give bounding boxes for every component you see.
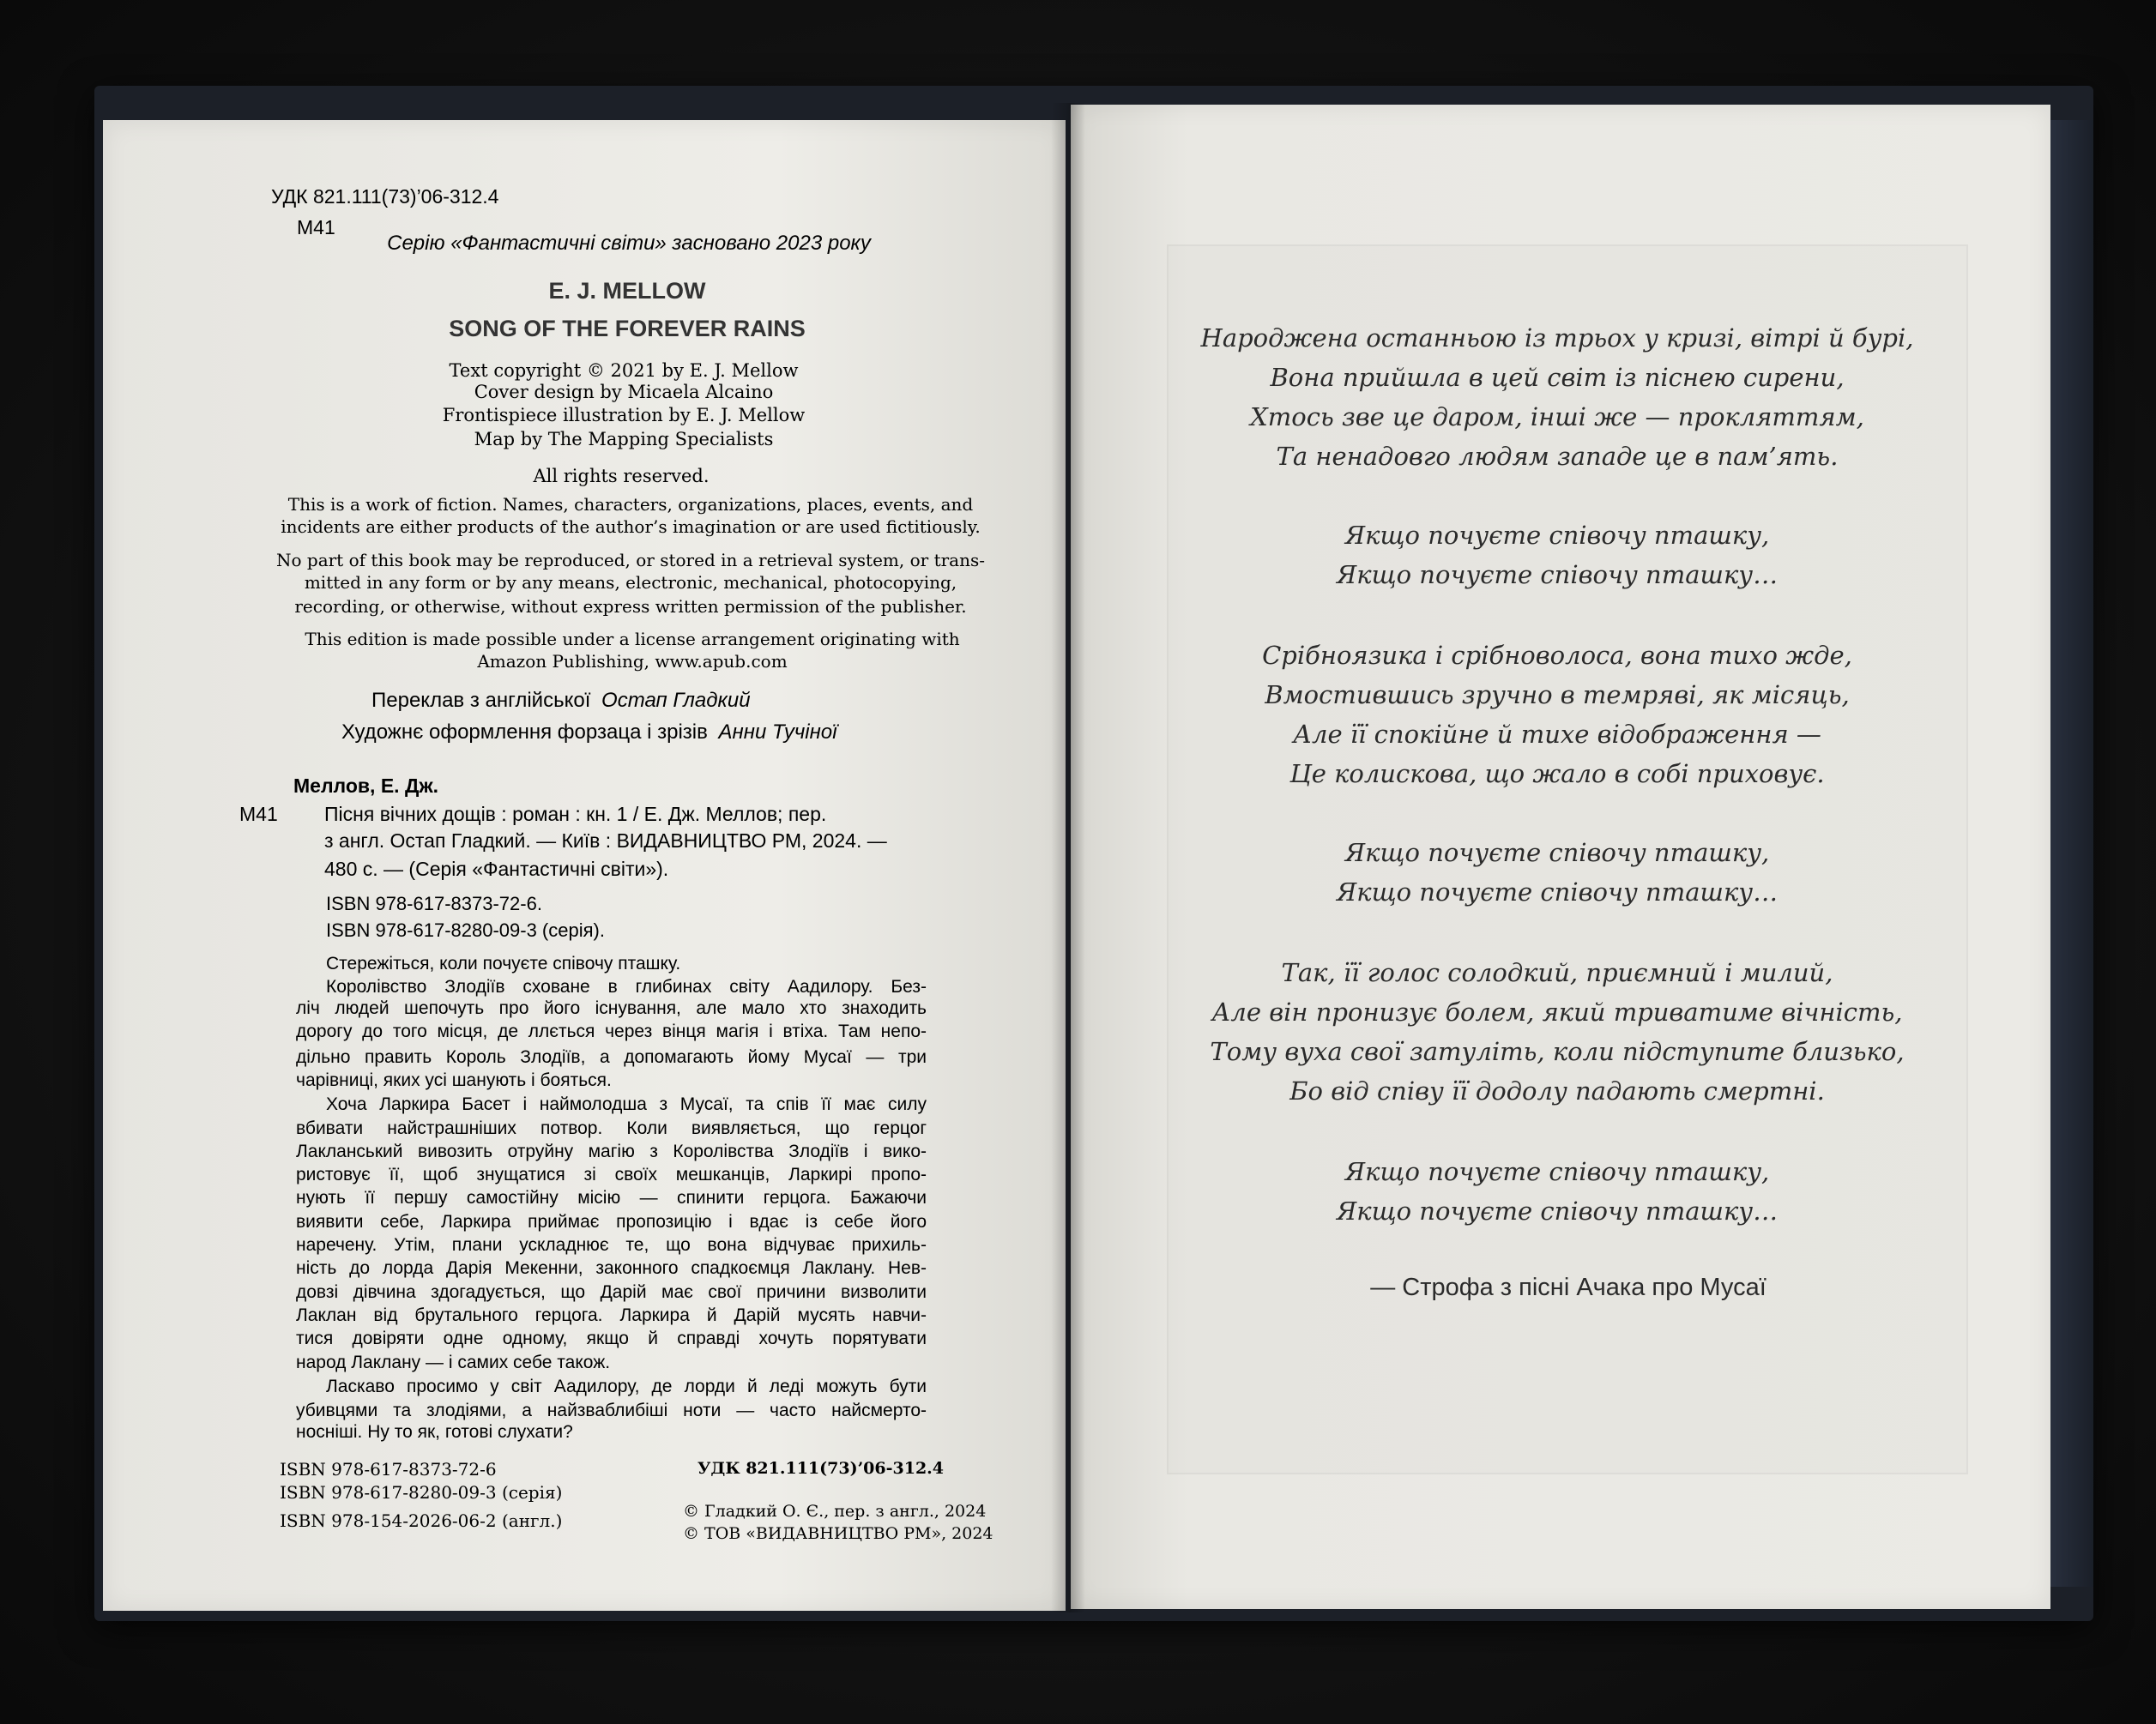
poem-line: Але він пронизує болем, який триватиме вічність, [1211, 998, 1903, 1027]
annotation-line: Хоча Ларкира Басет і наймолодша з Мусаї, та спів її має силу [326, 1094, 927, 1114]
poem-line: Вмостившись зручно в темряві, як місяць, [1265, 680, 1850, 709]
annotation-line: ність до лорда Дарія Мекенни, законного спадкоємця Лаклану. Нев- [296, 1258, 927, 1278]
fiction-notice: incidents are either products of the author’s imagination or are used fictitiously. [281, 516, 981, 537]
biblio-isbn: ISBN 978-617-8280-09-3 (серія). [326, 919, 605, 941]
m41-code: М41 [297, 216, 335, 238]
poem-line: Вона прийшла в цей світ із піснею сирени, [1270, 363, 1845, 392]
poem-line: Та ненадовго людям западе це в пам’ять. [1276, 442, 1839, 471]
annotation-line: ристовує її, щоб знущатися зі своїх мешканців, Ларкирі пропо- [296, 1165, 927, 1184]
book-gutter [1051, 103, 1085, 1612]
translator-name: Остап Гладкий [601, 689, 751, 712]
rights-reserved: All rights reserved. [533, 466, 710, 486]
poem-line: Тому вуха свої затуліть, коли підступите близько, [1210, 1037, 1905, 1066]
biblio-line: 480 с. — (Серія «Фантастичні світи»). [324, 858, 669, 880]
annotation-line: Лакланський вивозить отруйну магію з Королівства Злодіїв і вико- [296, 1142, 927, 1161]
credit-line: Text copyright © 2021 by E. J. Mellow [449, 360, 799, 381]
footer-copyright: © ТОВ «ВИДАВНИЦТВО РМ», 2024 [683, 1524, 993, 1543]
annotation-line: носніші. Ну то як, готові слухати? [296, 1422, 573, 1442]
annotation-line: народ Лаклану — і самих себе також. [296, 1353, 611, 1372]
design-prefix: Художнє оформлення форзаца і зрізів [341, 720, 708, 744]
poem-line: Якщо почуєте співочу пташку, [1344, 521, 1770, 550]
annotation-line: Королівство Злодіїв сховане в глибинах світу Аадилору. Без- [326, 977, 927, 997]
poem-line: Срібноязика і срібноволоса, вона тихо жде, [1262, 641, 1852, 670]
footer-isbn: ISBN 978-617-8373-72-6 [280, 1459, 497, 1480]
footer-udk: УДК 821.111(73)’06-312.4 [698, 1459, 945, 1478]
poem-line: Так, її голос солодкий, приємний і милий, [1281, 958, 1833, 987]
annotation-line: Ласкаво просимо у світ Аадилору, де лорди й леді можуть бути [326, 1377, 927, 1396]
annotation-line: чарівниці, яких усі шанують і бояться. [296, 1070, 612, 1090]
design-credit [341, 722, 836, 743]
designer-name: Анни Тучіної [718, 720, 837, 744]
poem-line: Бо від співу її додолу падають смертні. [1289, 1076, 1825, 1106]
udk-code: УДК 821.111(73)’06-312.4 [271, 185, 499, 208]
translator-prefix: Переклав з англійської [371, 689, 591, 712]
annotation-line: ліч людей шепочуть про його існування, але мало хто знаходить [296, 998, 927, 1018]
annotation-line: дорогу до того місця, де ллється через вінця магія і втіха. Там непо- [296, 1022, 927, 1041]
annotation-line: Лаклан від брутального герцога. Ларкира й Дарій мусять навчи- [296, 1305, 927, 1325]
series-note: Серію «Фантастичні світи» засновано 2023 року [387, 232, 871, 255]
poem-line: Якщо почуєте співочу пташку… [1336, 560, 1779, 589]
credit-line: Frontispiece illustration by E. J. Mellow [442, 405, 806, 425]
annotation-line: довзі дівчина здогадується, що Дарій має свої причини визволити [296, 1282, 927, 1302]
poem-line: Якщо почуєте співочу пташку… [1336, 1197, 1779, 1226]
annotation-line: Стережіться, коли почуєте співочу пташку. [326, 954, 681, 974]
cover-edge [2046, 120, 2093, 1587]
book-title: SONG OF THE FOREVER RAINS [449, 316, 806, 341]
poem-line: Народжена останньою із трьох у кризі, вітрі й бурі, [1200, 323, 1914, 353]
biblio-author: Меллов, Е. Дж. [293, 775, 439, 797]
poem-line: Якщо почуєте співочу пташку, [1344, 838, 1770, 867]
translator-credit [371, 690, 751, 711]
license-notice: Amazon Publishing, www.apub.com [477, 651, 788, 672]
annotation-line: тися довіряти одне одному, якщо й справді хочуть порятувати [296, 1329, 927, 1348]
poem-line: Якщо почуєте співочу пташку, [1344, 1157, 1770, 1186]
poem-line: Але її спокійне й тихе відображення — [1293, 720, 1821, 749]
footer-isbn: ISBN 978-617-8280-09-3 (серія) [280, 1482, 563, 1503]
poem-line: Хтось зве це даром, інші же — прокляттям, [1250, 402, 1864, 431]
annotation-line: вбивати найстрашніших потвор. Коли виявляється, що герцог [296, 1118, 927, 1138]
reproduction-notice: mitted in any form or by any means, electronic, mechanical, photocopying, [304, 572, 957, 593]
annotation-line: дільно править Король Злодіїв, а допомагають йому Мусаї — три [296, 1047, 927, 1067]
biblio-line: з англ. Остап Гладкий. — Київ : ВИДАВНИЦТВО РМ, 2024. — [324, 829, 887, 852]
footer-isbn: ISBN 978-154-2026-06-2 (англ.) [280, 1510, 563, 1531]
poem-line: Це колискова, що жало в собі приховує. [1289, 759, 1825, 788]
footer-copyright: © Гладкий О. Є., пер. з англ., 2024 [683, 1502, 987, 1521]
annotation-line: виявити себе, Ларкира приймає пропозицію і вдає із себе його [296, 1212, 927, 1232]
author-name: E. J. MELLOW [548, 278, 706, 304]
reproduction-notice: No part of this book may be reproduced, or stored in a retrieval system, or trans- [276, 550, 985, 570]
annotation-line: убивцями та злодіями, а найзваблибіші ноти — часто найсмерто- [296, 1401, 927, 1420]
biblio-isbn: ISBN 978-617-8373-72-6. [326, 893, 542, 914]
reproduction-notice: recording, or otherwise, without express written permission of the publisher. [294, 596, 967, 617]
credit-line: Map by The Mapping Specialists [474, 429, 774, 449]
biblio-line: Пісня вічних дощів : роман : кн. 1 / Е. Дж. Меллов; пер. [324, 803, 827, 825]
license-notice: This edition is made possible under a license arrangement originating with [305, 629, 960, 649]
fiction-notice: This is a work of fiction. Names, characters, organizations, places, events, and [287, 494, 974, 515]
poem-line: Якщо почуєте співочу пташку… [1336, 877, 1779, 907]
poem-attribution: — Строфа з пісні Ачака про Мусаї [1370, 1274, 1766, 1301]
annotation-line: нують її першу самостійну місію — спинити герцога. Бажаючи [296, 1188, 927, 1208]
credit-line: Cover design by Micaela Alcaino [474, 382, 774, 402]
annotation-line: наречену. Утім, плани ускладнює те, що вона відчуває прихиль- [296, 1235, 927, 1255]
biblio-code: М41 [239, 803, 278, 825]
